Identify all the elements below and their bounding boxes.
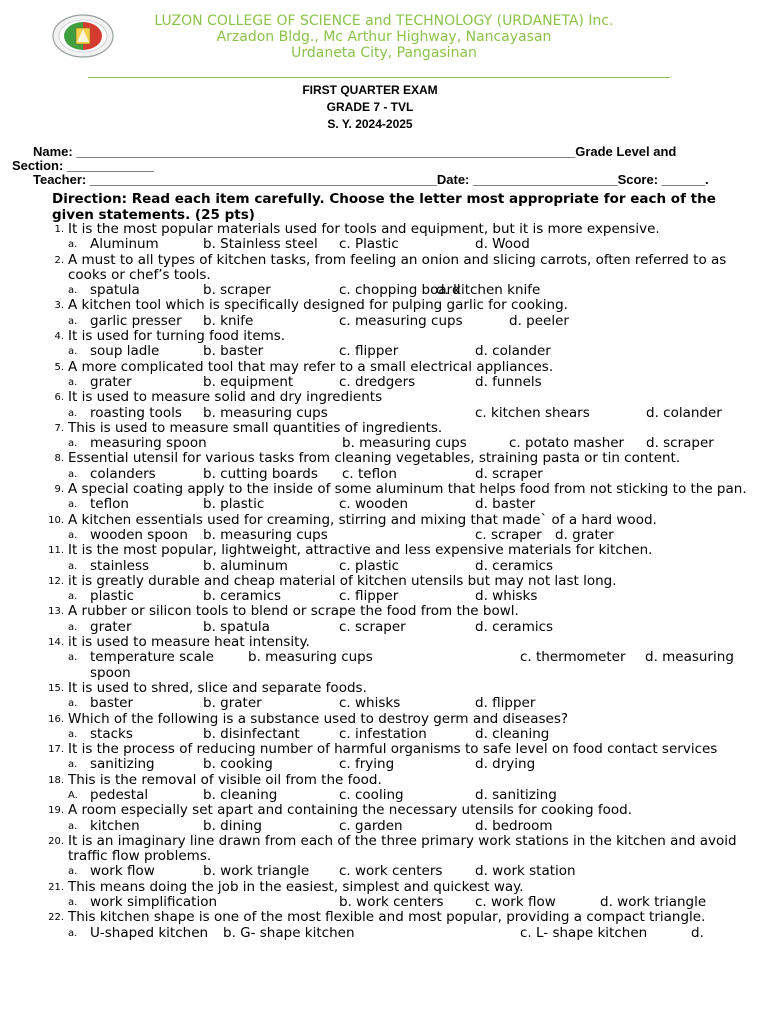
school-name: LUZON COLLEGE OF SCIENCE and TECHNOLOGY (URDANETA) Inc.: [154, 13, 614, 29]
question-number: 1.: [54, 224, 64, 235]
answer-options: [68, 375, 768, 390]
answer-options: [68, 819, 768, 834]
answer-options: [68, 788, 768, 803]
answer-option: b. disinfectant: [203, 725, 300, 742]
option-letter: a.: [68, 376, 78, 388]
question-text: A special coating apply to the inside of some aluminum that helps food from not sticking to the pan.: [68, 481, 747, 498]
question-number: 8.: [54, 453, 64, 465]
answer-option: d. baster: [475, 496, 536, 513]
answer-option: temperature scale: [90, 649, 214, 666]
section-line: Section: ____________: [12, 158, 154, 173]
answer-option: c. thermometer: [520, 649, 626, 666]
answer-option: stainless: [90, 557, 150, 574]
answer-option: d. work station: [475, 863, 576, 880]
answer-option: plastic: [90, 588, 135, 605]
directions: Direction: Read each item carefully. Choose the letter most appropriate for each of the given statements. (25 pts): [52, 191, 716, 223]
answer-option: teflon: [90, 496, 129, 513]
question-item: [54, 419, 758, 436]
answer-option: d. whisks: [475, 588, 538, 605]
exam-title-block: [0, 82, 740, 133]
answer-option: c. flipper: [339, 588, 399, 605]
answer-option-wrap: spoon: [90, 664, 131, 681]
option-letter: a.: [68, 407, 78, 419]
question-text: Essential utensil for various tasks from cleaning vegetables, straining pasta or tin content.: [68, 450, 681, 467]
answer-options: [68, 283, 768, 298]
question-item: [48, 741, 758, 758]
answer-option: c. infestation: [339, 725, 427, 742]
question-number: 6.: [54, 392, 64, 404]
answer-option: d. colander: [475, 343, 551, 360]
answer-option: work simplification: [90, 894, 218, 911]
question-text: This means doing the job in the easiest, simplest and quickest way.: [68, 878, 524, 895]
question-number: 11.: [48, 545, 64, 557]
answer-option: b. work triangle: [203, 863, 310, 880]
answer-option: b. measuring cups: [203, 526, 328, 543]
question-item: [54, 221, 758, 237]
answer-option: soup ladle: [90, 343, 160, 360]
question-item: [54, 251, 758, 284]
question-item: [48, 634, 758, 651]
question-text: Which of the following is a substance used to destroy germ and diseases?: [68, 710, 569, 727]
question-text: It is an imaginary line drawn from each of the three primary work stations in the kitchen and avoid traffic flow problems.: [68, 832, 737, 865]
option-letter: a.: [68, 468, 78, 480]
option-letter: a.: [68, 866, 78, 878]
answer-option: b. measuring cups: [248, 649, 373, 666]
answer-option: b. aluminum: [203, 557, 288, 574]
student-info: [12, 145, 742, 187]
answer-option: garlic presser: [90, 312, 182, 329]
answer-options: [68, 237, 768, 252]
answer-options: [68, 436, 768, 451]
answer-option: b. spatula: [203, 618, 270, 635]
question-text: This kitchen shape is one of the most flexible and most popular, providing a compact triangle.: [68, 909, 706, 926]
question-text: it is used to measure heat intensity.: [68, 634, 310, 651]
answer-option: b. work centers: [339, 894, 444, 911]
question-number: 12.: [48, 575, 64, 587]
question-text: A more complicated tool that may refer to a small electrical appliances.: [68, 358, 554, 375]
answer-options: [68, 589, 768, 604]
question-item: [48, 679, 758, 696]
option-letter: a.: [68, 698, 78, 710]
answer-option: d. scraper: [646, 435, 714, 452]
question-number: 9.: [54, 484, 64, 496]
answer-option: c. work flow: [475, 894, 556, 911]
question-item: [54, 450, 758, 467]
question-item: [54, 389, 758, 406]
question-number: 21.: [48, 881, 64, 893]
school-header: [0, 13, 768, 61]
answer-option: c. scraper: [475, 526, 542, 543]
answer-option: d. grater: [555, 526, 614, 543]
answer-option: colanders: [90, 465, 156, 482]
question-number: 22.: [48, 912, 64, 924]
question-item: [48, 909, 758, 926]
answer-option: c. cooling: [339, 786, 404, 803]
answer-option: c. dredgers: [339, 373, 416, 390]
answer-option: d. bedroom: [475, 817, 553, 834]
option-letter: a.: [68, 560, 78, 572]
question-item: [54, 481, 758, 498]
option-letter: a.: [68, 239, 78, 251]
answer-option: b. Stainless steel: [203, 236, 318, 253]
answer-option-continuation: [68, 666, 768, 681]
answer-option: b. knife: [203, 312, 254, 329]
question-item: [54, 358, 758, 375]
option-letter: a.: [68, 315, 78, 327]
answer-option: b. ceramics: [203, 588, 282, 605]
answer-option: stacks: [90, 725, 133, 742]
answer-option: roasting tools: [90, 404, 182, 421]
answer-option: d.: [691, 924, 704, 941]
question-text: It is the most popular materials used for tools and equipment, but it is more expensive.: [68, 221, 660, 237]
answer-option: c. teflon: [342, 465, 397, 482]
question-number: 16.: [48, 713, 64, 725]
answer-options: [68, 497, 768, 512]
question-number: 18.: [48, 774, 64, 786]
answer-options: [68, 467, 768, 482]
answer-option: Aluminum: [90, 236, 159, 253]
answer-option: b. measuring cups: [342, 435, 467, 452]
answer-option: c. potato masher: [509, 435, 625, 452]
name-line: Name: _____________________________________________________________________Grade Level and: [33, 144, 677, 159]
answer-option: grater: [90, 373, 132, 390]
answer-option: c. whisks: [339, 695, 401, 712]
answer-option: c. L- shape kitchen: [520, 924, 648, 941]
answer-options: [68, 559, 768, 574]
question-number: 5.: [54, 361, 64, 373]
answer-option: c. measuring cups: [339, 312, 463, 329]
question-list: [0, 222, 768, 941]
question-text: A must to all types of kitchen tasks, from feeling an onion and slicing carrots, often referred to as cooks or chef’s tools.: [68, 251, 727, 283]
answer-option: b. equipment: [203, 373, 294, 390]
option-letter: a.: [68, 591, 78, 603]
question-item: [48, 603, 758, 620]
answer-option: wooden spoon: [90, 526, 188, 543]
question-text: A rubber or silicon tools to blend or scrape the food from the bowl.: [68, 603, 519, 620]
answer-option: d. drying: [475, 756, 536, 773]
question-number: 10.: [48, 514, 64, 526]
question-text: It is used to measure solid and dry ingredients: [68, 389, 383, 406]
question-number: 3.: [54, 300, 64, 312]
question-text: It is the process of reducing number of harmful organisms to safe level on food contact services: [68, 741, 718, 758]
answer-option: c. chopping board: [339, 282, 461, 299]
school-address-line-2: Urdaneta City, Pangasinan: [291, 45, 477, 61]
answer-option: d. work triangle: [600, 894, 707, 911]
answer-option: d. Wood: [475, 236, 530, 253]
question-number: 20.: [48, 835, 64, 847]
option-letter: a.: [68, 927, 78, 939]
answer-options: [68, 406, 768, 421]
exam-title: FIRST QUARTER EXAM: [302, 83, 438, 97]
question-number: 17.: [48, 744, 64, 756]
answer-option: c. plastic: [339, 557, 400, 574]
answer-option: d. scraper: [475, 465, 543, 482]
answer-option: U-shaped kitchen: [90, 924, 209, 941]
answer-option: b. scraper: [203, 282, 271, 299]
question-text: A kitchen tool which is specifically designed for pulping garlic for cooking.: [68, 297, 568, 314]
question-number: 4.: [54, 331, 64, 343]
question-number: 15.: [48, 682, 64, 694]
answer-option: c. Plastic: [339, 236, 399, 253]
question-text: It is the most popular, lightweight, attractive and less expensive materials for kitchen.: [68, 542, 653, 559]
answer-option: b. cutting boards: [203, 465, 318, 482]
answer-options: [68, 314, 768, 329]
header-divider: [88, 77, 670, 78]
answer-options: [68, 757, 768, 772]
answer-option: b. grater: [203, 695, 262, 712]
question-item: [48, 771, 758, 788]
answer-option: measuring spoon: [90, 435, 207, 452]
answer-option: d. ceramics: [475, 618, 554, 635]
answer-options: [68, 895, 768, 910]
answer-option: d. peeler: [509, 312, 569, 329]
option-letter: a.: [68, 759, 78, 771]
option-letter: a.: [68, 285, 78, 297]
answer-option: d. measuring: [645, 649, 734, 666]
answer-option: d. funnels: [475, 373, 542, 390]
answer-options: [68, 696, 768, 711]
answer-options: [68, 620, 768, 635]
answer-option: d. cleaning: [475, 725, 550, 742]
question-item: [48, 878, 758, 895]
option-letter: a.: [68, 499, 78, 511]
question-item: [54, 297, 758, 314]
question-text: This is used to measure small quantities of ingredients.: [68, 419, 443, 436]
answer-option: c. work centers: [339, 863, 443, 880]
option-letter: a.: [68, 820, 78, 832]
question-text: This is the removal of visible oil from the food.: [68, 771, 382, 788]
exam-grade: GRADE 7 - TVL: [326, 100, 414, 114]
option-letter: a.: [68, 897, 78, 909]
question-item: [48, 710, 758, 727]
answer-option: d. colander: [646, 404, 722, 421]
option-letter: A.: [68, 789, 78, 801]
answer-option: d. flipper: [475, 695, 536, 712]
question-number: 19.: [48, 805, 64, 817]
answer-options: [68, 528, 768, 543]
answer-option: b. plastic: [203, 496, 265, 513]
answer-option: sanitizing: [90, 756, 155, 773]
teacher-line: Teacher: ________________________________________________Date: ____________________Score: ______.: [33, 172, 709, 187]
answer-option: b. cleaning: [203, 786, 278, 803]
answer-options: [68, 864, 768, 879]
question-item: [48, 542, 758, 559]
school-address-line-1: Arzadon Bldg., Mc Arthur Highway, Nancayasan: [216, 29, 552, 45]
answer-options: [68, 727, 768, 742]
answer-option: d. kitchen knife: [436, 282, 541, 299]
answer-option: b. baster: [203, 343, 264, 360]
option-letter: a.: [68, 346, 78, 358]
question-item: [48, 802, 758, 819]
question-item: [48, 572, 758, 589]
question-text: It is used for turning food items.: [68, 328, 286, 345]
answer-option: c. flipper: [339, 343, 399, 360]
answer-option: c. wooden: [339, 496, 408, 513]
answer-option: b. cooking: [203, 756, 273, 773]
option-letter: a.: [68, 621, 78, 633]
option-letter: a.: [68, 529, 78, 541]
answer-option: c. kitchen shears: [475, 404, 590, 421]
question-item: [48, 832, 758, 865]
answer-option: c. scraper: [339, 618, 406, 635]
question-item: [48, 511, 758, 528]
answer-option: c. garden: [339, 817, 403, 834]
answer-option: kitchen: [90, 817, 140, 834]
option-letter: a.: [68, 652, 78, 664]
question-item: [54, 328, 758, 345]
answer-options: [68, 344, 768, 359]
answer-option: spatula: [90, 282, 140, 299]
answer-option: b. measuring cups: [203, 404, 328, 421]
answer-options: [68, 926, 768, 941]
question-text: A room especially set apart and containing the necessary utensils for cooking food.: [68, 802, 633, 819]
answer-option: work flow: [90, 863, 155, 880]
answer-option: b. G- shape kitchen: [223, 924, 355, 941]
answer-option: c. frying: [339, 756, 395, 773]
answer-option: pedestal: [90, 786, 149, 803]
question-number: 7.: [54, 422, 64, 434]
answer-option: baster: [90, 695, 134, 712]
question-text: It is used to shred, slice and separate foods.: [68, 679, 367, 696]
answer-option: d. ceramics: [475, 557, 554, 574]
option-letter: a.: [68, 728, 78, 740]
question-number: 13.: [48, 606, 64, 618]
question-text: it is greatly durable and cheap material of kitchen utensils but may not last long.: [68, 572, 617, 589]
question-number: 14.: [48, 637, 64, 649]
answer-option: grater: [90, 618, 132, 635]
answer-options: [68, 650, 768, 665]
question-number: 2.: [54, 254, 64, 266]
answer-option: d. sanitizing: [475, 786, 557, 803]
exam-school-year: S. Y. 2024-2025: [327, 117, 413, 131]
option-letter: a.: [68, 438, 78, 450]
answer-option: b. dining: [203, 817, 262, 834]
question-text: A kitchen essentials used for creaming, stirring and mixing that made` of a hard wood.: [68, 511, 657, 528]
